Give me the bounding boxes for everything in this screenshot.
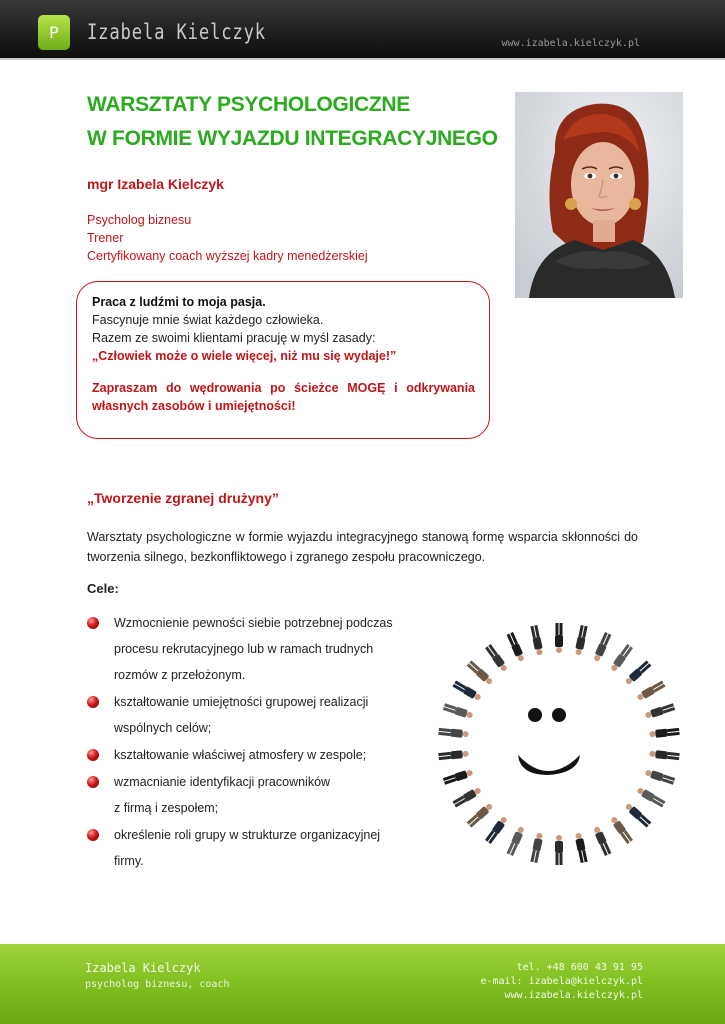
smiley-eye-right <box>552 708 566 722</box>
person-figure <box>485 644 509 673</box>
person-figure <box>636 786 666 808</box>
person-figure <box>466 802 494 828</box>
page-title <box>87 88 498 156</box>
person-figure <box>452 680 482 702</box>
goal-line: firmy. <box>114 854 144 868</box>
header-url-link[interactable]: www.izabela.kielczyk.pl <box>501 38 640 49</box>
person-figure <box>530 832 544 863</box>
person-figure <box>649 750 680 761</box>
quote-bold-line: Praca z ludźmi to moja pasja. <box>92 295 266 309</box>
person-figure <box>438 727 469 738</box>
list-item <box>87 742 417 768</box>
title-line-2: W FORMIE WYJAZDU INTEGRACYJNEGO <box>87 127 498 150</box>
person-figure <box>609 815 633 844</box>
footer-contacts <box>480 961 643 1003</box>
quote-line: Fascynuje mnie świat każdego człowieka. <box>92 313 324 327</box>
author-portrait <box>515 92 683 298</box>
person-figure <box>506 826 526 857</box>
author-name: mgr Izabela Kielczyk <box>87 176 224 192</box>
list-item <box>87 689 417 741</box>
goal-line: wzmacnianie identyfikacji pracowników <box>114 775 331 789</box>
list-item <box>87 610 417 688</box>
footer-phone[interactable]: tel. +48 600 43 91 95 <box>516 962 643 973</box>
footer-email[interactable]: e-mail: izabela@kielczyk.pl <box>480 976 643 987</box>
person-figure <box>438 750 469 761</box>
quote-invitation: Zapraszam do wędrowania po ścieżce MOGĘ i odkrywania własnych zasobów i umiejętności! <box>92 381 475 413</box>
bullet-icon <box>87 617 99 629</box>
person-figure <box>452 786 482 808</box>
person-figure <box>592 632 612 663</box>
goal-line: rozmów z przełożonym. <box>114 668 246 682</box>
smiley-eye-left <box>528 708 542 722</box>
person-figure <box>555 623 563 653</box>
bullet-icon <box>87 696 99 708</box>
goal-line: kształtowanie umiejętności grupowej realizacji <box>114 695 369 709</box>
footer-url-link[interactable]: www.izabela.kielczyk.pl <box>504 990 643 1001</box>
goal-line: procesu rekrutacyjnego lub w ramach trudnych <box>114 642 374 656</box>
bullet-icon <box>87 749 99 761</box>
person-figure <box>485 815 509 844</box>
quote-box <box>76 281 490 439</box>
goal-line: kształtowanie właściwej atmosfery w zespole; <box>114 748 367 762</box>
person-figure <box>506 632 526 663</box>
person-figure <box>644 703 675 720</box>
person-figure <box>530 625 544 656</box>
team-smiley-illustration <box>428 615 690 873</box>
person-figure <box>649 727 680 738</box>
role-item: Psycholog biznesu <box>87 213 192 227</box>
person-figure <box>592 826 612 857</box>
goals-list <box>87 610 417 875</box>
person-figure <box>466 660 494 686</box>
smiley-mouth <box>518 755 580 775</box>
quote-line: Razem ze swoimi klientami pracuję w myśl zasady: <box>92 331 376 345</box>
person-figure <box>644 768 675 785</box>
quote-content <box>92 293 475 415</box>
goals-heading: Cele: <box>87 581 119 596</box>
author-roles <box>87 211 368 265</box>
page-header <box>0 0 725 60</box>
portrait-illustration <box>515 92 683 298</box>
logo-name: Izabela Kielczyk <box>87 20 267 44</box>
footer-role: psycholog biznesu, coach <box>85 979 230 990</box>
people-ring <box>438 623 679 865</box>
person-figure <box>574 832 588 863</box>
goal-line: Wzmocnienie pewności siebie potrzebnej podczas <box>114 616 393 630</box>
title-line-1: WARSZTATY PSYCHOLOGICZNE <box>87 93 410 116</box>
goal-line: określenie roli grupy w strukturze organizacyjnej <box>114 828 381 842</box>
person-figure <box>624 660 652 686</box>
person-figure <box>443 768 474 785</box>
person-figure <box>609 644 633 673</box>
person-figure <box>574 625 588 656</box>
logo-icon: P <box>38 15 70 50</box>
quote-motto: „Człowiek może o wiele więcej, niż mu się wydaje!” <box>92 349 397 363</box>
page-footer <box>0 944 725 1024</box>
role-item: Trener <box>87 231 124 245</box>
bullet-icon <box>87 776 99 788</box>
goal-line: z firmą i zespołem; <box>114 801 219 815</box>
section-description: Warsztaty psychologiczne w formie wyjazdu integracyjnego stanową formę wsparcia skłonności do tworzenia silnego, bezkonfliktowego i zgranego zespołu pracowniczego. <box>87 530 638 564</box>
person-figure <box>636 680 666 702</box>
person-figure <box>555 835 563 865</box>
person-figure <box>624 802 652 828</box>
bullet-icon <box>87 829 99 841</box>
goal-line: wspólnych celów; <box>114 721 212 735</box>
footer-name: Izabela Kielczyk <box>85 961 201 975</box>
list-item <box>87 822 417 874</box>
person-figure <box>443 703 474 720</box>
list-item <box>87 769 417 821</box>
role-item: Certyfikowany coach wyższej kadry menedżerskiej <box>87 249 368 263</box>
section-title: „Tworzenie zgranej drużyny” <box>87 490 279 506</box>
